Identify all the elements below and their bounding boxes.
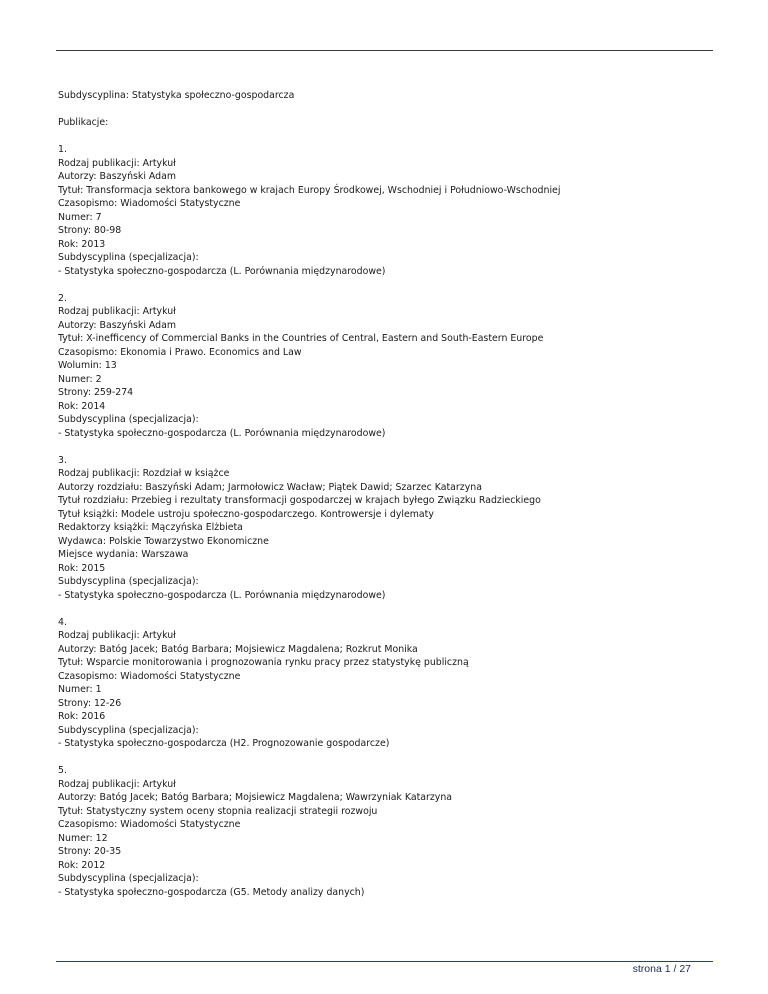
publication-field: Rok: 2014 xyxy=(58,400,106,412)
publication-field: Autorzy: Batóg Jacek; Batóg Barbara; Mojsiewicz Magdalena; Wawrzyniak Katarzyna xyxy=(58,792,453,803)
publication-field: Strony: 259-274 xyxy=(58,387,134,398)
publication-field: Rodzaj publikacji: Artykuł xyxy=(58,306,176,317)
publication-entry xyxy=(58,292,718,441)
publication-field: Subdyscyplina (specjalizacja): xyxy=(58,873,199,884)
publication-field: Autorzy: Baszyński Adam xyxy=(58,319,176,331)
publication-field: Rok: 2016 xyxy=(58,711,106,722)
publications-heading: Publikacje: xyxy=(58,117,109,128)
publication-field: Autorzy rozdziału: Baszyński Adam; Jarmołowicz Wacław; Piątek Dawid; Szarzec Katarzyna xyxy=(58,481,482,493)
publication-field: Tytuł: Transformacja sektora bankowego w krajach Europy Środkowej, Wschodniej i Południowo-Wschodniej xyxy=(58,184,561,196)
publication-field: Wolumin: 13 xyxy=(58,360,117,371)
publication-field: Strony: 20-35 xyxy=(58,846,122,857)
publication-field: Tytuł: Wsparcie monitorowania i prognozowania rynku pracy przez statystykę publiczną xyxy=(58,657,469,668)
subdiscipline-line: Subdyscyplina: Statystyka społeczno-gospodarcza xyxy=(58,90,295,101)
publication-field: - Statystyka społeczno-gospodarcza (L. Porównania międzynarodowe) xyxy=(58,589,386,601)
publication-number: 5. xyxy=(58,765,67,776)
publication-field: Numer: 7 xyxy=(58,211,102,223)
publication-field: Miejsce wydania: Warszawa xyxy=(58,549,189,560)
publication-field: Rok: 2015 xyxy=(58,562,106,574)
publication-field: Subdyscyplina (specjalizacja): xyxy=(58,576,199,587)
footer-rule xyxy=(56,961,713,962)
publication-field: Rodzaj publikacji: Artykuł xyxy=(58,157,176,169)
publication-entry xyxy=(58,454,718,603)
publication-field: - Statystyka społeczno-gospodarcza (H2. Prognozowanie gospodarcze) xyxy=(58,738,390,749)
publication-field: Rok: 2013 xyxy=(58,238,106,250)
publication-field: Tytuł rozdziału: Przebieg i rezultaty transformacji gospodarczej w krajach byłego Związku Radzieckiego xyxy=(58,495,541,506)
publication-number: 3. xyxy=(58,454,67,466)
publication-entry xyxy=(58,764,718,899)
publication-field: Czasopismo: Wiadomości Statystyczne xyxy=(58,670,241,682)
publication-field: Subdyscyplina (specjalizacja): xyxy=(58,724,199,736)
publication-field: Redaktorzy książki: Mączyńska Elżbieta xyxy=(58,522,243,533)
publication-field: Rodzaj publikacji: Artykuł xyxy=(58,630,176,641)
publication-field: - Statystyka społeczno-gospodarcza (L. Porównania międzynarodowe) xyxy=(58,427,386,439)
publication-field: Tytuł: Statystyczny system oceny stopnia realizacji strategii rozwoju xyxy=(58,805,378,817)
publication-field: Subdyscyplina (specjalizacja): xyxy=(58,252,199,263)
publication-field: Subdyscyplina (specjalizacja): xyxy=(58,414,199,425)
publication-field: Rodzaj publikacji: Artykuł xyxy=(58,778,176,790)
publication-field: Wydawca: Polskie Towarzystwo Ekonomiczne xyxy=(58,535,269,547)
publication-entry xyxy=(58,616,718,751)
publication-field: Numer: 1 xyxy=(58,684,102,695)
publication-field: Rodzaj publikacji: Rozdział w książce xyxy=(58,468,230,479)
publication-number: 2. xyxy=(58,292,67,304)
publication-field: Tytuł książki: Modele ustroju społeczno-gospodarczego. Kontrowersje i dylematy xyxy=(58,508,434,520)
publication-field: Autorzy: Baszyński Adam xyxy=(58,171,176,182)
publication-list xyxy=(58,143,718,899)
publication-field: Numer: 12 xyxy=(58,832,108,844)
publication-field: Numer: 2 xyxy=(58,373,102,385)
publication-field: Rok: 2012 xyxy=(58,859,106,871)
document-body xyxy=(58,89,718,913)
publication-field: Autorzy: Batóg Jacek; Batóg Barbara; Mojsiewicz Magdalena; Rozkrut Monika xyxy=(58,643,418,655)
publication-field: - Statystyka społeczno-gospodarcza (L. Porównania międzynarodowe) xyxy=(58,265,386,277)
publication-field: Strony: 12-26 xyxy=(58,697,122,709)
publication-field: Czasopismo: Wiadomości Statystyczne xyxy=(58,198,241,209)
publication-number: 4. xyxy=(58,616,67,628)
page-number: strona 1 / 27 xyxy=(632,963,691,975)
publication-field: - Statystyka społeczno-gospodarcza (G5. Metody analizy danych) xyxy=(58,886,365,898)
publication-number: 1. xyxy=(58,144,67,155)
publication-field: Czasopismo: Wiadomości Statystyczne xyxy=(58,819,241,830)
header-rule xyxy=(56,50,713,51)
publication-field: Tytuł: X-inefficency of Commercial Banks in the Countries of Central, Eastern and South-Eastern Europe xyxy=(58,333,544,344)
publication-field: Czasopismo: Ekonomia i Prawo. Economics and Law xyxy=(58,346,302,358)
publication-entry xyxy=(58,143,718,278)
publication-field: Strony: 80-98 xyxy=(58,225,122,236)
